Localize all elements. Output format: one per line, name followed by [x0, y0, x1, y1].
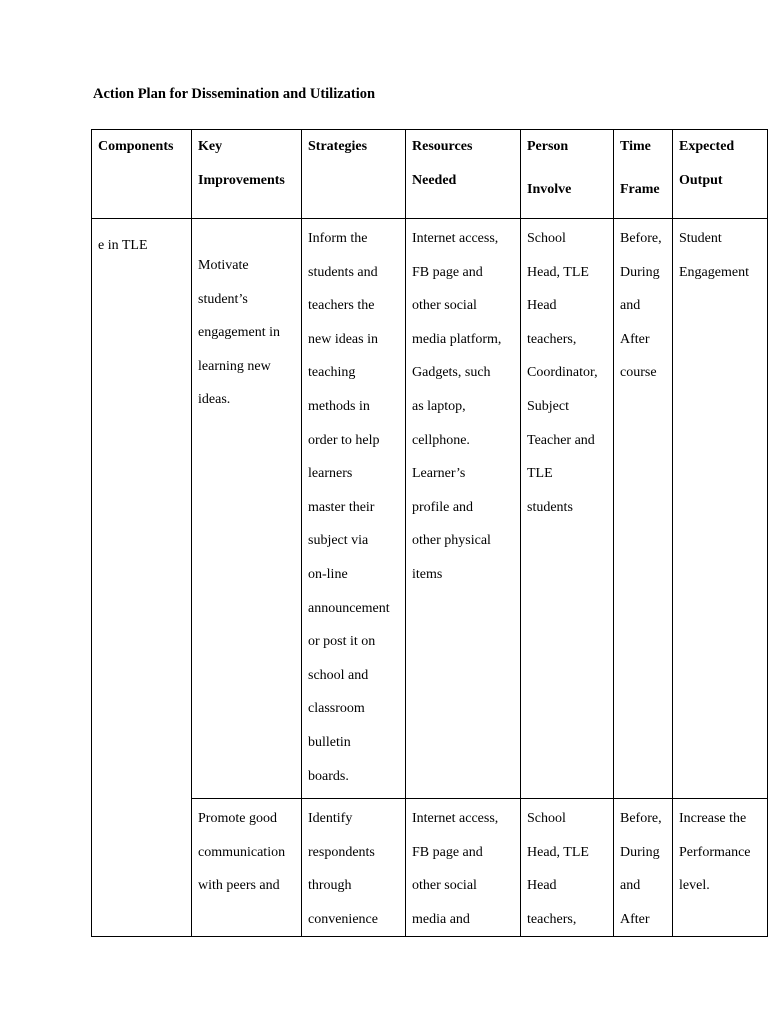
header-strategies: Strategies: [302, 130, 406, 219]
time-frame-cell: Before, During and After: [614, 799, 673, 937]
action-plan-table: [91, 129, 768, 937]
table-row: [92, 219, 768, 799]
header-row: [92, 130, 768, 219]
key-improvement-cell: Motivate student’s engagement in learning new ideas.: [192, 219, 302, 799]
page-title: Action Plan for Dissemination and Utilization: [93, 86, 376, 102]
time-frame-cell: Before, During and After course: [614, 219, 673, 799]
expected-output-cell: Student Engagement: [673, 219, 768, 799]
header-key-improvements: Key Improvements: [192, 130, 302, 219]
resources-cell: Internet access, FB page and other social media platform, Gadgets, such as laptop, cellphone. Learner’s profile and other physical items: [406, 219, 521, 799]
table-row: [92, 799, 768, 937]
header-person-involve: Person Involve: [521, 130, 614, 219]
header-time-frame: Time Frame: [614, 130, 673, 219]
strategies-cell: Identify respondents through convenience: [302, 799, 406, 937]
resources-cell: Internet access, FB page and other social media and: [406, 799, 521, 937]
person-involve-cell: School Head, TLE Head teachers,: [521, 799, 614, 937]
component-cell: e in TLE: [92, 219, 192, 937]
header-expected-output: Expected Output: [673, 130, 768, 219]
header-components: Components: [92, 130, 192, 219]
expected-output-cell: Increase the Performance level.: [673, 799, 768, 937]
header-resources: Resources Needed: [406, 130, 521, 219]
key-improvement-cell: Promote good communication with peers and: [192, 799, 302, 937]
strategies-cell: Inform the students and teachers the new ideas in teaching methods in order to help learners master their subject via on-line announcement or post it on school and classroom bulletin boards.: [302, 219, 406, 799]
person-involve-cell: School Head, TLE Head teachers, Coordinator, Subject Teacher and TLE students: [521, 219, 614, 799]
